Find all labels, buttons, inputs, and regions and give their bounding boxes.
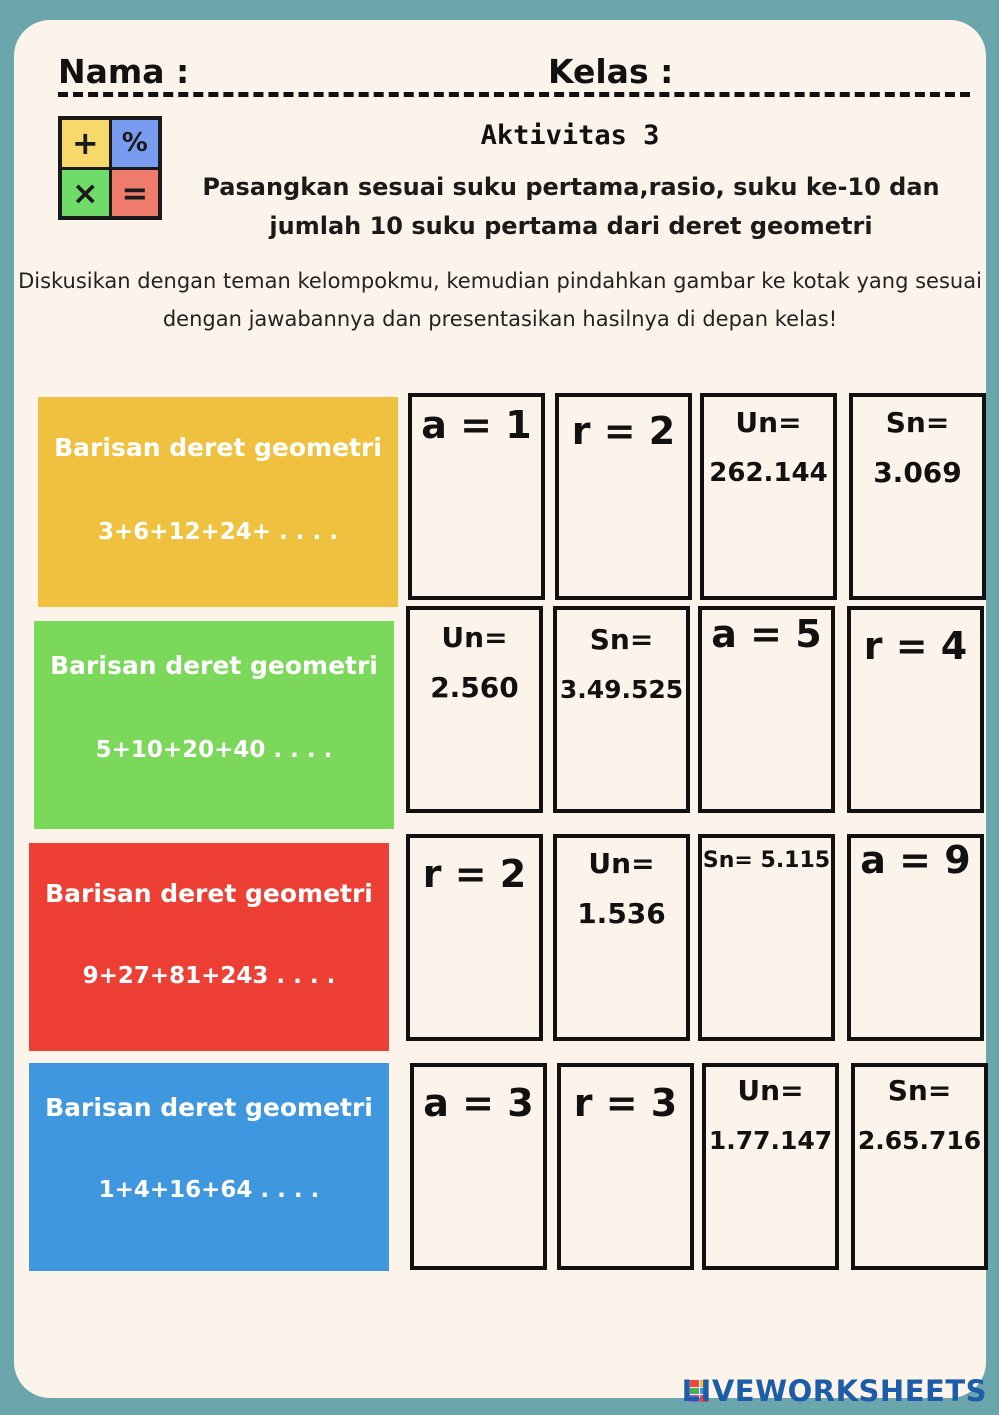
- answer-box[interactable]: [553, 606, 690, 813]
- answer-text: 262.144: [709, 458, 828, 488]
- series-card-series: 5+10+20+40 . . . .: [95, 737, 333, 763]
- series-card-series: 1+4+16+64 . . . .: [98, 1177, 320, 1203]
- answer-box[interactable]: [408, 393, 545, 600]
- class-label: Kelas :: [548, 52, 674, 91]
- activity-title: Aktivitas 3: [480, 120, 660, 151]
- series-card-title: Barisan deret geometri: [54, 433, 382, 462]
- answer-box[interactable]: [555, 393, 692, 600]
- answer-text: r = 2: [571, 409, 676, 453]
- answer-box[interactable]: [698, 834, 835, 1041]
- answer-box[interactable]: [557, 1063, 694, 1270]
- answer-text: a = 9: [860, 838, 971, 882]
- equals-icon: =: [112, 170, 159, 217]
- multiply-icon: ×: [62, 170, 109, 217]
- answer-text: Sn= 5.115: [702, 848, 831, 873]
- name-class-line: [58, 92, 970, 97]
- answer-text: r = 2: [422, 852, 527, 896]
- series-card-2: [34, 621, 394, 829]
- series-card-1: [38, 397, 398, 607]
- series-card-series: 3+6+12+24+ . . . .: [97, 519, 339, 545]
- answer-text: Sn=: [885, 406, 950, 439]
- answer-box[interactable]: [700, 393, 837, 600]
- activity-description: Pasangkan sesuai suku pertama,rasio, suku ke-10 dan jumlah 10 suku pertama dari deret geometri: [202, 173, 940, 240]
- answer-text: r = 4: [863, 624, 968, 668]
- answer-text: a = 1: [421, 403, 532, 447]
- answer-text: r = 3: [573, 1081, 678, 1125]
- liveworksheets-brand[interactable]: LIVEWORKSHEETS: [681, 1374, 987, 1408]
- series-card-4: [29, 1063, 389, 1271]
- answer-box[interactable]: [847, 834, 984, 1041]
- answer-box[interactable]: [849, 393, 986, 600]
- answer-box[interactable]: [410, 1063, 547, 1270]
- answer-text: 1.77.147: [708, 1126, 833, 1155]
- answer-box[interactable]: [847, 606, 984, 813]
- answer-text: Un=: [737, 1074, 804, 1107]
- percent-icon: %: [112, 120, 159, 167]
- series-card-title: Barisan deret geometri: [45, 879, 373, 908]
- answer-box[interactable]: [406, 606, 543, 813]
- series-card-3: [29, 843, 389, 1051]
- answer-text: 2.65.716: [857, 1126, 982, 1155]
- answer-text: a = 3: [423, 1081, 534, 1125]
- answer-text: Un=: [588, 847, 655, 880]
- answer-box[interactable]: [553, 834, 690, 1041]
- answer-text: Sn=: [589, 623, 654, 656]
- name-label: Nama :: [58, 52, 190, 91]
- answer-box[interactable]: [851, 1063, 988, 1270]
- series-card-series: 9+27+81+243 . . . .: [82, 963, 336, 989]
- series-card-title: Barisan deret geometri: [45, 1093, 373, 1122]
- answer-text: Sn=: [887, 1074, 952, 1107]
- answer-box[interactable]: [702, 1063, 839, 1270]
- answer-box[interactable]: [406, 834, 543, 1041]
- answer-text: 3.49.525: [559, 675, 684, 704]
- plus-icon: +: [62, 120, 109, 167]
- answer-text: 2.560: [430, 671, 519, 704]
- answer-text: 3.069: [873, 456, 962, 489]
- answer-text: a = 5: [711, 612, 822, 656]
- answer-box[interactable]: [698, 606, 835, 813]
- answer-text: Un=: [441, 621, 508, 654]
- series-card-title: Barisan deret geometri: [50, 651, 378, 680]
- answer-text: Un=: [735, 406, 802, 439]
- answer-text: 1.536: [577, 897, 666, 930]
- activity-instruction: Diskusikan dengan teman kelompokmu, kemudian pindahkan gambar ke kotak yang sesuai dengan jawabannya dan presentasikan hasilnya di depan kelas!: [18, 269, 982, 331]
